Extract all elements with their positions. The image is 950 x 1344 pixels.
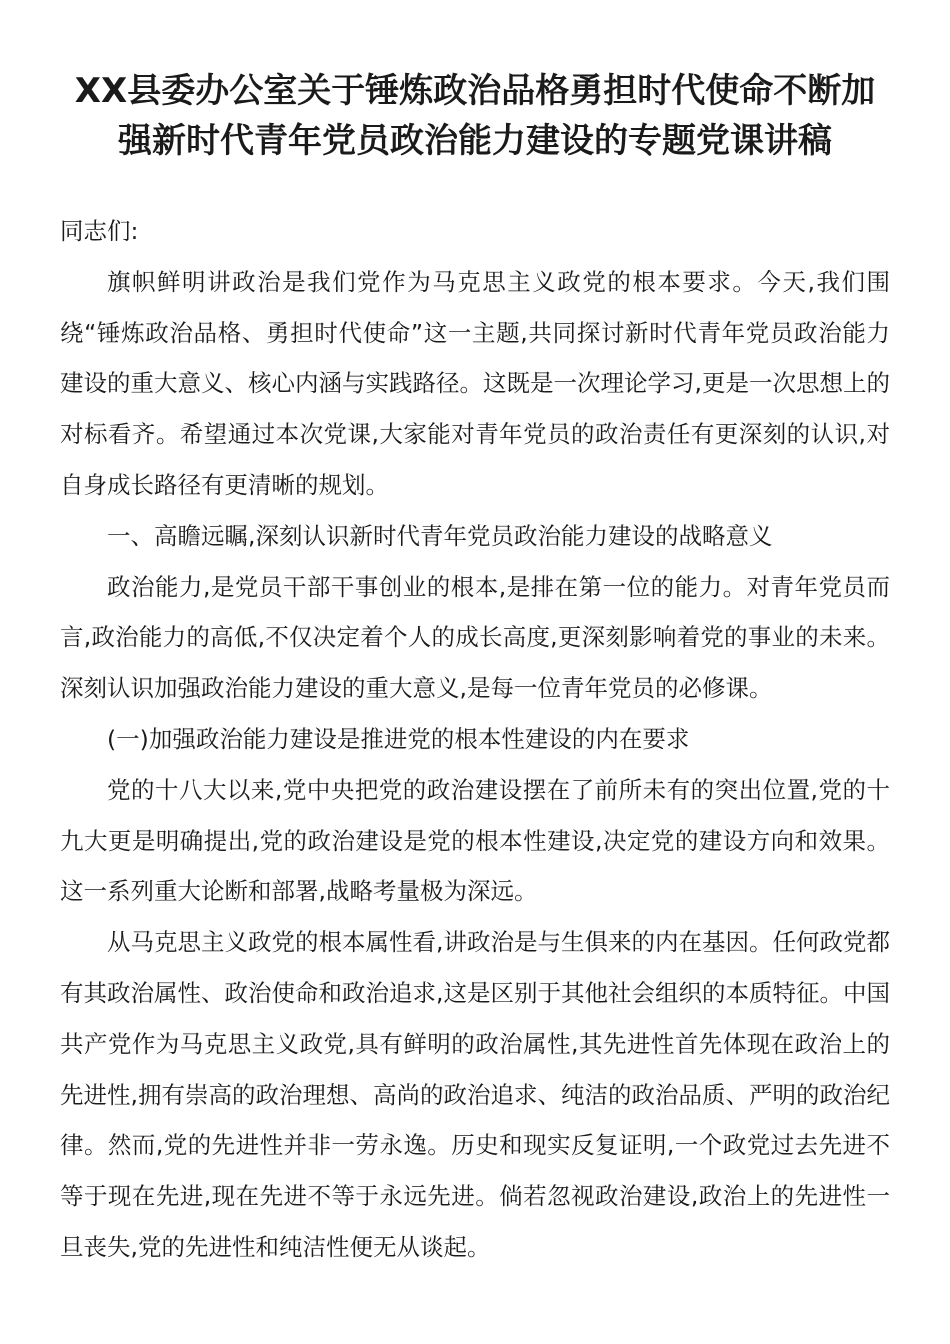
- document-body: [60, 206, 890, 1273]
- title-line-2: 强新时代青年党员政治能力建设的专题党课讲稿: [118, 121, 832, 161]
- paragraph-marxist-party: 从马克思主义政党的根本属性看,讲政治是与生俱来的内在基因。任何政党都有其政治属性、政治使命和政治追求,这是区别于其他社会组织的本质特征。中国共产党作为马克思主义政党,具有鲜明的政治属性,其先进性首先体现在政治上的先进性,拥有崇高的政治理想、高尚的政治追求、纯洁的政治品质、严明的政治纪律。然而,党的先进性并非一劳永逸。历史和现实反复证明,一个政党过去先进不等于现在先进,现在先进不等于永远先进。倘若忽视政治建设,政治上的先进性一旦丧失,党的先进性和纯洁性便无从谈起。: [60, 928, 890, 1261]
- paragraph-intro: 旗帜鲜明讲政治是我们党作为马克思主义政党的根本要求。今天,我们围绕“锤炼政治品格、勇担时代使命”这一主题,共同探讨新时代青年党员政治能力建设的重大意义、核心内涵与实践路径。这既是一次理论学习,更是一次思想上的对标看齐。希望通过本次党课,大家能对青年党员的政治责任有更深刻的认识,对自身成长路径有更清晰的规划。: [60, 267, 890, 499]
- salutation: 同志们:: [60, 217, 139, 245]
- paragraph-eighteenth-congress: 党的十八大以来,党中央把党的政治建设摆在了前所未有的突出位置,党的十九大更是明确提出,党的政治建设是党的根本性建设,决定党的建设方向和效果。这一系列重大论断和部署,战略考量极为深远。: [60, 775, 890, 906]
- subsection-heading-1: (一)加强政治能力建设是推进党的根本性建设的内在要求: [107, 724, 690, 753]
- document-title: [60, 66, 890, 166]
- paragraph-political-ability: 政治能力,是党员干部干事创业的根本,是排在第一位的能力。对青年党员而言,政治能力的高低,不仅决定着个人的成长高度,更深刻影响着党的事业的未来。深刻认识加强政治能力建设的重大意义,是每一位青年党员的必修课。: [60, 572, 890, 703]
- title-line-1: XX县委办公室关于锤炼政治品格勇担时代使命不断加: [74, 71, 876, 111]
- section-heading-1: 一、高瞻远瞩,深刻认识新时代青年党员政治能力建设的战略意义: [107, 521, 773, 550]
